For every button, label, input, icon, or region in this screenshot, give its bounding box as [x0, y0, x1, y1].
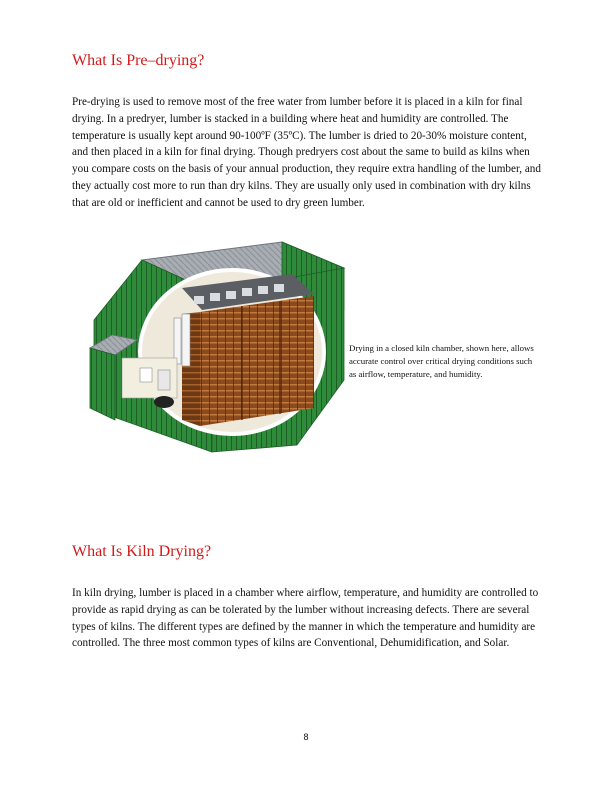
kiln-illustration: [82, 240, 347, 455]
section-title-kiln-drying: What Is Kiln Drying?: [72, 543, 212, 560]
page-number: 8: [303, 732, 309, 742]
section-title-predrying: What Is Pre–drying?: [72, 52, 205, 69]
figure-caption: Drying in a closed kiln chamber, shown here, allows accurate control over critical drying conditions such as airflow, temperature, and humidity.: [349, 343, 534, 379]
section-body-predrying: Pre-drying is used to remove most of the free water from lumber before it is placed in a kiln for final drying. In a predryer, lumber is stacked in a building where heat and humidity are controlled. The temperature is usually kept around 90-100ºF (35ºC). The lumber is dried to 20-30% moisture content, and then placed in a kiln for final drying. Though predryers cost about the same to build as kilns when you compare costs on the basis of your annual production, they require extra handling of the lumber, and they actually cost more to run than dry kilns. They are usually only used in combination with dry kilns that are old or inefficient and cannot be used to dry green lumber.: [72, 96, 541, 209]
section-body-kiln-drying: In kiln drying, lumber is placed in a chamber where airflow, temperature, and humidity are controlled to provide as rapid drying as can be tolerated by the lumber without increasing defects. There are several types of kilns. The different types are defined by the manner in which the temperature and humidity are controlled. The three most common types of kilns are Conventional, Dehumidification, and Solar.: [72, 587, 539, 650]
